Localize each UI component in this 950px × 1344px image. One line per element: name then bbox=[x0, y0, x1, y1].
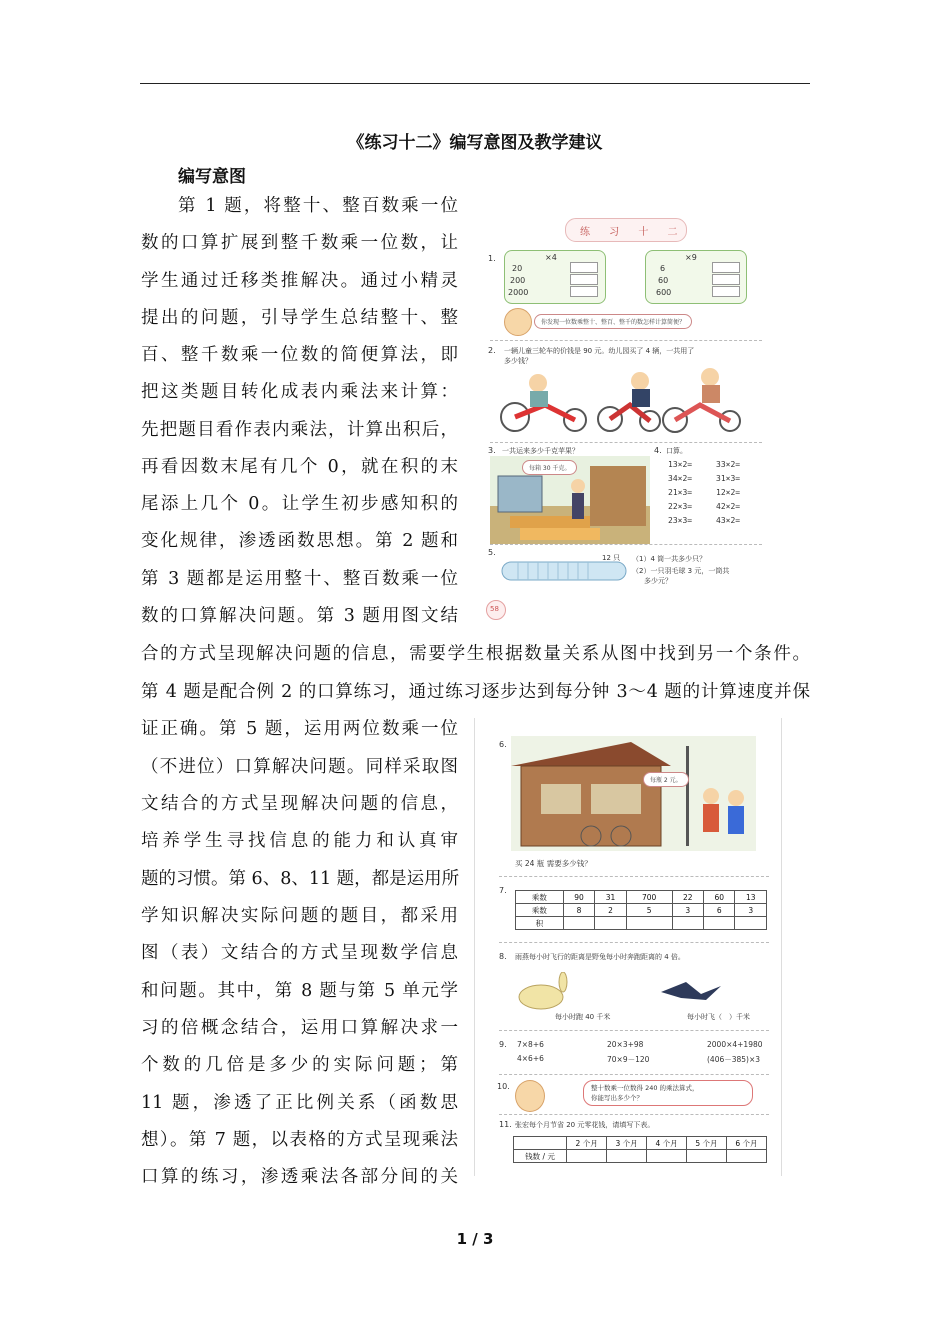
divider bbox=[490, 544, 762, 545]
body-text-line: 先把题目看作表内乘法，计算出积后， bbox=[141, 420, 458, 440]
q1-left-val: 20 bbox=[512, 264, 523, 273]
q1-hint-bubble: 你发现一位数乘整十、整百、整千的数怎样计算简便？ bbox=[534, 314, 692, 329]
q7-table-cell: 700 bbox=[626, 891, 672, 904]
q4-expression: 13×2= bbox=[668, 460, 693, 469]
q7-table-cell: 3 bbox=[735, 904, 767, 917]
body-text-line: 把这类题目转化成表内乘法来计算： bbox=[141, 382, 458, 402]
q1-answer-box bbox=[570, 286, 598, 297]
q4-expression: 33×2= bbox=[716, 460, 741, 469]
q1-answer-box bbox=[570, 262, 598, 273]
page-number: 1 / 3 bbox=[456, 1230, 494, 1248]
q9-expression: 70×9－120 bbox=[607, 1055, 650, 1064]
q1-right-val: 6 bbox=[660, 264, 666, 273]
divider bbox=[499, 1074, 769, 1075]
body-text-line: 培养学生寻找信息的能力和认真审 bbox=[141, 831, 458, 851]
body-text-line: 证正确。第 5 题，运用两位数乘一位 bbox=[141, 719, 458, 739]
q7-table-cell: 积 bbox=[516, 917, 564, 930]
body-text-line: （不进位）口算解决问题。同样采取图 bbox=[141, 757, 458, 777]
exercise-header: 练 习 十 二 bbox=[580, 227, 686, 238]
q3-tag: 每箱 30 千克。 bbox=[522, 460, 577, 475]
q7-table-cell: 3 bbox=[672, 904, 703, 917]
divider bbox=[499, 1030, 769, 1031]
body-text-line: 题的习惯。第 6、8、11 题，都是运用所 bbox=[141, 869, 460, 889]
q4-expression: 42×2= bbox=[716, 502, 741, 511]
q4-expression: 22×3= bbox=[668, 502, 693, 511]
q11-text: 张宏每个月节省 20 元零花钱，请填写下表。 bbox=[515, 1121, 655, 1129]
q1-right-val: 600 bbox=[656, 288, 672, 297]
tricycle-illustration bbox=[490, 365, 760, 440]
rabbit-swallow-illustration bbox=[511, 972, 761, 1017]
q4-title: 口算。 bbox=[666, 447, 687, 455]
q2-text: 一辆儿童三轮车的价钱是 90 元。幼儿园买了 4 辆，一共用了 bbox=[504, 347, 695, 355]
body-text-line: 百、整千数乘一位数的简便算法，即 bbox=[141, 345, 458, 365]
q4-expression: 23×3= bbox=[668, 516, 693, 525]
q7-table-cell: 31 bbox=[595, 891, 626, 904]
q6-text: 买 24 瓶 需要多少钱？ bbox=[515, 859, 592, 868]
q11-table-cell: 3 个月 bbox=[607, 1137, 647, 1150]
body-text-line: 第 3 题都是运用整十、整百数乘一位 bbox=[141, 569, 458, 589]
q1-answer-box bbox=[570, 274, 598, 285]
fairy-character-icon bbox=[515, 1080, 545, 1112]
body-text-line: 个数的几倍是多少的实际问题；第 bbox=[141, 1055, 458, 1075]
q5-q1: （1）4 筒一共多少只？ bbox=[632, 555, 707, 563]
q11-table-cell: 2 个月 bbox=[567, 1137, 607, 1150]
q11-number: 11. bbox=[499, 1120, 512, 1129]
fairy-character-icon bbox=[504, 308, 532, 336]
q11-table-cell: 钱数 / 元 bbox=[514, 1150, 567, 1163]
q11-table-cell: 5 个月 bbox=[687, 1137, 727, 1150]
textbook-image-exercise-12-top bbox=[480, 210, 772, 625]
q7-table bbox=[515, 890, 767, 930]
q11-table-cell: 6 个月 bbox=[726, 1137, 766, 1150]
body-text-line: 11 题，渗透了正比例关系（函数思 bbox=[141, 1093, 458, 1113]
q5-number: 5. bbox=[488, 548, 496, 557]
q10-number: 10. bbox=[497, 1082, 510, 1091]
section-heading: 编写意图 bbox=[178, 167, 246, 187]
q4-expression: 34×2= bbox=[668, 474, 693, 483]
body-text-line: 尾添上几个 0。让学生初步感知积的 bbox=[141, 494, 458, 514]
q7-table-cell bbox=[595, 917, 626, 930]
body-text-line: 图（表）文结合的方式呈现数学信息 bbox=[141, 943, 458, 963]
q11-table bbox=[513, 1136, 767, 1163]
q6-tag: 每瓶 2 元。 bbox=[643, 772, 689, 787]
body-text-line: 合的方式呈现解决问题的信息，需要学生根据数量关系从图中找到另一个条件。 bbox=[141, 644, 810, 664]
q9-expression: 20×3+98 bbox=[607, 1040, 644, 1049]
q9-number: 9. bbox=[499, 1040, 507, 1049]
q4-expression: 43×2= bbox=[716, 516, 741, 525]
q6-number: 6. bbox=[499, 740, 507, 749]
q1-right-mult: ×9 bbox=[685, 253, 697, 262]
q7-table-cell: 60 bbox=[703, 891, 734, 904]
divider bbox=[490, 340, 762, 341]
body-text-line: 学生通过迁移类推解决。通过小精灵 bbox=[141, 271, 458, 291]
q11-table-cell bbox=[647, 1150, 687, 1163]
q5-q2: 多少元？ bbox=[644, 577, 672, 585]
body-text-line: 数的口算扩展到整千数乘一位数，让 bbox=[141, 233, 458, 253]
q5-q2: （2）一只羽毛球 3 元，一筒共 bbox=[632, 567, 730, 575]
q2-number: 2. bbox=[488, 346, 496, 355]
q1-left-mult: ×4 bbox=[545, 253, 557, 262]
body-text-line: 第 4 题是配合例 2 的口算练习，通过练习逐步达到每分钟 3～4 题的计算速度并保 bbox=[141, 682, 810, 702]
divider bbox=[499, 942, 769, 943]
q9-expression: 4×6+6 bbox=[517, 1054, 544, 1063]
q9-expression: (406－385)×3 bbox=[707, 1055, 761, 1064]
q11-table-cell bbox=[514, 1137, 567, 1150]
body-text-line: 口算的练习，渗透乘法各部分间的关 bbox=[141, 1167, 458, 1187]
q10-bubble-text: 你能写出多少个？ bbox=[591, 1094, 643, 1102]
q7-table-cell: 乘数 bbox=[516, 891, 564, 904]
q8-number: 8. bbox=[499, 952, 507, 961]
q5-tag: 12 只 bbox=[602, 554, 621, 562]
divider bbox=[499, 876, 769, 877]
q11-table-cell bbox=[567, 1150, 607, 1163]
q1-number: 1. bbox=[488, 254, 496, 263]
q7-table-cell: 22 bbox=[672, 891, 703, 904]
q7-table-cell bbox=[563, 917, 594, 930]
q11-table-cell bbox=[726, 1150, 766, 1163]
q7-table-cell bbox=[735, 917, 767, 930]
q7-table-cell: 90 bbox=[563, 891, 594, 904]
q7-table-cell: 5 bbox=[626, 904, 672, 917]
q8-rabbit-label: 每小时跑 40 千米 bbox=[555, 1013, 611, 1021]
body-text-line: 文结合的方式呈现解决问题的信息， bbox=[141, 794, 458, 814]
q4-expression: 31×3= bbox=[716, 474, 741, 483]
q8-bird-label: 每小时飞（ ）千米 bbox=[687, 1013, 750, 1021]
textbook-image-exercise-12-bottom bbox=[474, 718, 782, 1176]
q3-number: 3. bbox=[488, 446, 496, 455]
divider bbox=[490, 442, 762, 443]
q2-text: 多少钱？ bbox=[504, 357, 532, 365]
q11-table-cell: 4 个月 bbox=[647, 1137, 687, 1150]
page-title: 《练习十二》编写意图及教学建议 bbox=[347, 133, 603, 153]
body-text-line: 第 1 题，将整十、整百数乘一位 bbox=[178, 196, 458, 216]
header-rule bbox=[140, 83, 810, 84]
textbook-page-number: 58 bbox=[490, 605, 499, 613]
body-text-line: 习的倍概念结合，运用口算解决求一 bbox=[141, 1018, 458, 1038]
q11-table-cell bbox=[687, 1150, 727, 1163]
body-text-line: 想）。第 7 题，以表格的方式呈现乘法 bbox=[141, 1130, 458, 1150]
q9-expression: 7×8+6 bbox=[517, 1040, 544, 1049]
q4-expression: 21×3= bbox=[668, 488, 693, 497]
q4-expression: 12×2= bbox=[716, 488, 741, 497]
q1-right-val: 60 bbox=[658, 276, 669, 285]
q7-number: 7. bbox=[499, 886, 507, 895]
body-text-line: 和问题。其中，第 8 题与第 5 单元学 bbox=[141, 981, 458, 1001]
q7-table-cell bbox=[703, 917, 734, 930]
body-text-line: 数的口算解决问题。第 3 题用图文结 bbox=[141, 606, 458, 626]
q11-table-cell bbox=[607, 1150, 647, 1163]
q9-expression: 2000×4+1980 bbox=[707, 1040, 763, 1049]
q7-table-cell: 13 bbox=[735, 891, 767, 904]
q7-table-cell: 2 bbox=[595, 904, 626, 917]
q7-table-cell: 乘数 bbox=[516, 904, 564, 917]
kiosk-illustration bbox=[511, 736, 756, 851]
q7-table-cell: 8 bbox=[563, 904, 594, 917]
q7-table-cell bbox=[626, 917, 672, 930]
q1-left-val: 2000 bbox=[508, 288, 529, 297]
body-text-line: 学知识解决实际问题的题目，都采用 bbox=[141, 906, 458, 926]
q8-text: 雨燕每小时飞行的距离是野兔每小时奔跑距离的 4 倍。 bbox=[515, 953, 685, 961]
q10-bubble-text: 整十数乘一位数得 240 的乘法算式， bbox=[591, 1084, 699, 1092]
q1-answer-box bbox=[712, 286, 740, 297]
body-text-line: 提出的问题，引导学生总结整十、整 bbox=[141, 308, 458, 328]
q3-text: 一共运来多少千克苹果？ bbox=[502, 447, 579, 455]
q4-number: 4. bbox=[654, 446, 662, 455]
body-text-line: 变化规律，渗透函数思想。第 2 题和 bbox=[141, 531, 458, 551]
q1-answer-box bbox=[712, 274, 740, 285]
q7-table-cell: 6 bbox=[703, 904, 734, 917]
q1-left-val: 200 bbox=[510, 276, 526, 285]
body-text-line: 再看因数末尾有几个 0，就在积的末 bbox=[141, 457, 458, 477]
divider bbox=[499, 1114, 769, 1115]
q7-table-cell bbox=[672, 917, 703, 930]
q1-answer-box bbox=[712, 262, 740, 273]
